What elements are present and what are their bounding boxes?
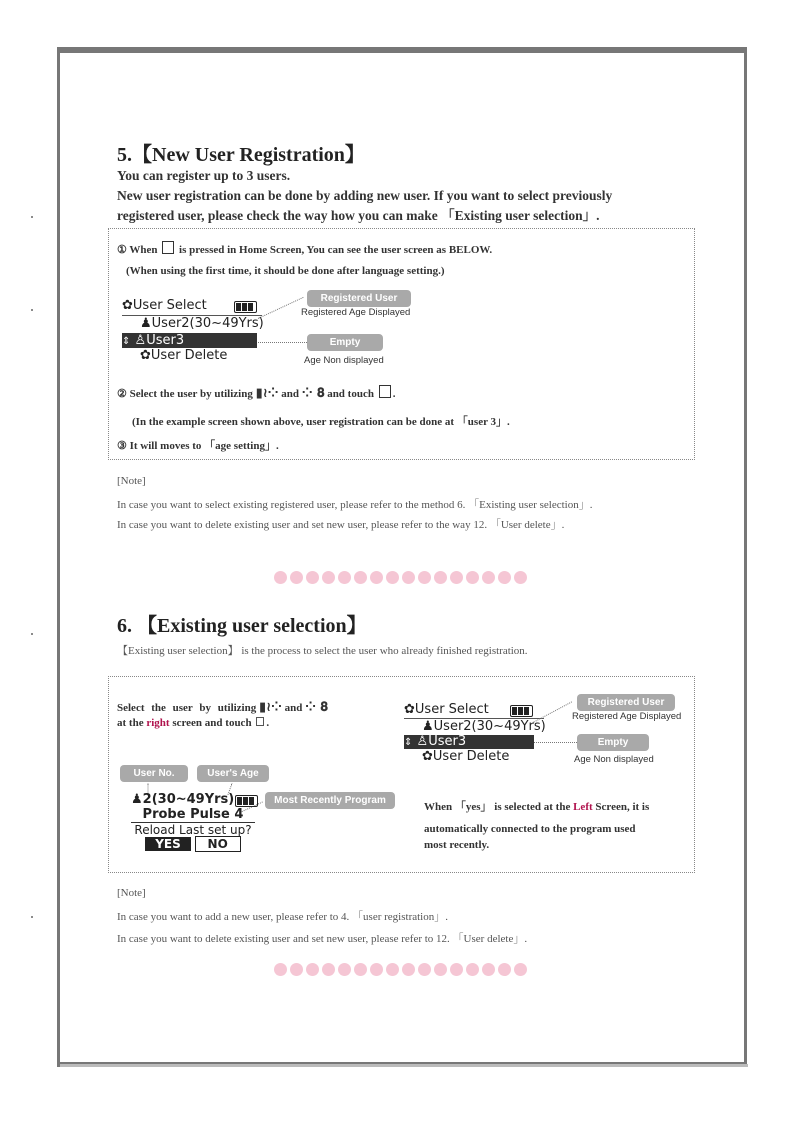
- select-line: [117, 700, 328, 715]
- select-text-b2: screen and touch: [172, 717, 252, 729]
- step2-sub: (In the example screen shown above, user registration can be done at 「user 3」.: [132, 416, 510, 428]
- when-text-b: Screen, it is: [595, 801, 650, 813]
- screen-row-header: [404, 702, 544, 719]
- user-age-tag: User's Age: [197, 765, 269, 782]
- screen-row-user3-selected: [122, 333, 257, 348]
- frame-shadow: [60, 1064, 748, 1067]
- up-down-arrow-icon: ⇕: [122, 336, 131, 347]
- empty-tag: Empty: [307, 334, 383, 351]
- when-text-a: When 「yes」 is selected at the: [424, 801, 571, 813]
- no-button[interactable]: NO: [195, 836, 241, 852]
- note-label: [Note]: [117, 887, 146, 899]
- select-text-b1: at the: [117, 717, 144, 729]
- note-line: In case you want to select existing registered user, please refer to the method 6. 「Existing user selection」.: [117, 499, 593, 511]
- square-button-icon: [379, 385, 391, 398]
- when-line: [424, 796, 649, 818]
- screen-row-label: User3: [428, 734, 467, 749]
- section6-title: 6. 【Existing user selection】: [117, 615, 367, 637]
- empty-caption: Age Non displayed: [304, 355, 384, 366]
- registered-user-tag: Registered User: [577, 694, 675, 711]
- leader-line: [534, 742, 577, 743]
- intensity-down-icon: ⁘ 𝟖: [305, 700, 328, 715]
- square-button-icon: [162, 241, 174, 254]
- reload-buttons: [131, 838, 255, 853]
- user-icon: ♟: [140, 316, 152, 331]
- user-select-screen: [404, 702, 544, 765]
- step2-and: and: [281, 388, 300, 400]
- square-button-icon: [256, 717, 264, 726]
- intensity-up-icon: ▮≀⁘: [258, 700, 282, 715]
- pink-dot-divider: [274, 963, 527, 976]
- gear-icon: ✿: [140, 348, 151, 363]
- when-line: most recently.: [424, 839, 490, 851]
- user-icon: ♟: [131, 792, 143, 807]
- gear-icon: ✿: [404, 702, 415, 717]
- pink-dot-divider: [274, 571, 527, 584]
- screen-row-user2: [404, 719, 544, 735]
- user-no-tag: User No.: [120, 765, 188, 782]
- battery-icon: [234, 301, 257, 313]
- most-recent-program-tag: Most Recently Program: [265, 792, 395, 809]
- note-line: In case you want to delete existing user and set new user, please refer to 12. 「User delete」.: [117, 933, 528, 945]
- intensity-up-icon: ▮≀⁘: [255, 386, 279, 401]
- registered-caption: Registered Age Displayed: [301, 307, 411, 318]
- user-select-screen: [122, 298, 262, 365]
- select-line-2: at the right screen and touch .: [117, 717, 270, 729]
- screen-row-label: User Delete: [432, 749, 510, 764]
- screen-row-label: User Delete: [150, 348, 228, 363]
- reload-question: Reload Last set up?: [134, 823, 252, 837]
- screen-row-delete: [122, 348, 262, 365]
- reload-user-label: 2(30~49Yrs): [142, 792, 235, 807]
- step1-line: [117, 241, 492, 256]
- step3-line: ③ It will moves to 「age setting」.: [117, 440, 279, 452]
- step2-line: ② Select the user by utilizing ▮≀⁘ and ⁘ 𝟖 and touch .: [117, 386, 396, 401]
- battery-icon: [510, 705, 533, 717]
- when-left: Left: [573, 801, 593, 813]
- step2-text-a: ② Select the user by utilizing: [117, 388, 253, 400]
- leader-line: [258, 342, 307, 343]
- screen-row-label: User2(30~49Yrs): [151, 316, 264, 331]
- battery-icon: [235, 795, 258, 807]
- step1-text-a: ① When: [117, 244, 158, 256]
- user-icon: ♙: [416, 734, 429, 749]
- scan-speck: [31, 916, 33, 918]
- empty-tag: Empty: [577, 734, 649, 751]
- user-icon: ♙: [134, 333, 147, 348]
- registered-user-tag: Registered User: [307, 290, 411, 307]
- screen-row-label: User Select: [132, 298, 207, 313]
- when-line: automatically connected to the program used: [424, 823, 636, 835]
- scan-speck: [31, 216, 33, 218]
- note-label: [Note]: [117, 475, 146, 487]
- empty-caption: Age Non displayed: [574, 754, 654, 765]
- gear-icon: ✿: [122, 298, 133, 313]
- select-and: and: [284, 702, 303, 714]
- step1-sub: (When using the first time, it should be done after language setting.): [126, 265, 445, 277]
- screen-row-label: User3: [146, 333, 185, 348]
- reload-screen: [131, 792, 261, 853]
- intro-line: New user registration can be done by adding new user. If you want to select previously: [117, 188, 613, 203]
- section6-intro: 【Existing user selection】 is the process to select the user who already finished registration.: [117, 645, 528, 657]
- select-right: right: [146, 717, 170, 729]
- reload-row-user: [131, 792, 261, 807]
- scan-speck: [31, 633, 33, 635]
- note-line: In case you want to add a new user, please refer to 4. 「user registration」.: [117, 911, 448, 923]
- step2-text-b: and touch: [327, 388, 374, 400]
- scan-speck: [31, 309, 33, 311]
- reload-program: Probe Pulse 4: [131, 807, 255, 823]
- yes-button[interactable]: YES: [145, 837, 191, 851]
- step1-text-b: is pressed in Home Screen, You can see the user screen as BELOW.: [179, 244, 493, 256]
- when-paragraph: [424, 796, 649, 850]
- gear-icon: ✿: [422, 749, 433, 764]
- up-down-arrow-icon: ⇕: [404, 737, 413, 748]
- registered-caption: Registered Age Displayed: [572, 711, 682, 722]
- screen-row-label: User Select: [414, 702, 489, 717]
- intro-line: You can register up to 3 users.: [117, 168, 291, 183]
- note-line: In case you want to delete existing user and set new user, please refer to the way 12. 「User delete」.: [117, 519, 565, 531]
- select-text-a: Select the user by utilizing: [117, 702, 257, 714]
- screen-row-label: User2(30~49Yrs): [433, 719, 546, 734]
- intro-line: registered user, please check the way how you can make 「Existing user selection」.: [117, 208, 600, 223]
- section5-intro: [117, 166, 612, 226]
- screen-row-user3-selected: [404, 735, 534, 749]
- screen-row-header: [122, 298, 262, 316]
- intensity-down-icon: ⁘ 𝟖: [301, 386, 325, 401]
- section5-title: 5.【New User Registration】: [117, 144, 365, 166]
- screen-row-delete: [404, 749, 544, 765]
- screen-row-user2: [122, 316, 262, 333]
- user-icon: ♟: [422, 719, 434, 734]
